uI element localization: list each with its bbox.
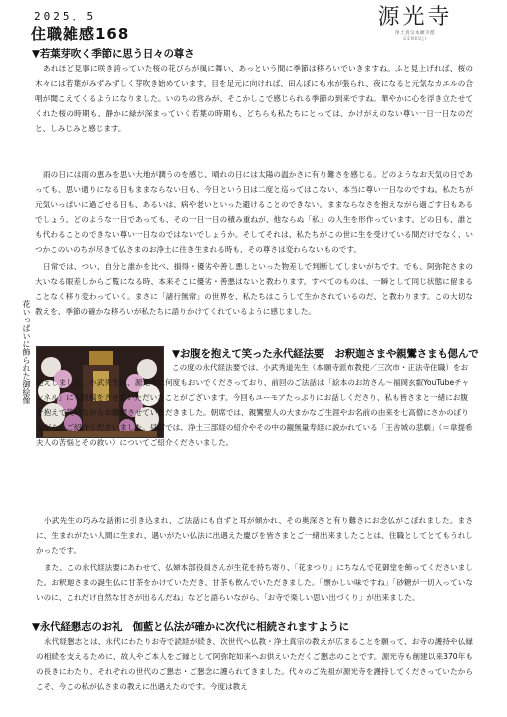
section3-paragraph-1: 永代経懇志とは、永代にわたりお寺で読経が続き、次世代へ仏教・浄土真宗の教えが広まることを願って、お寺の護持や仏縁の相続を支えるために、故人やご本人をご縁として阿弥陀如来へお供えいただくご懇志のことです。源光寺も創建以来370年もの長きにわたり、それぞれの世代のご懇志・ご懇念に護られてきました。代々のご先祖が源光寺を護持してくださっていたからこそ、今この私が仏さまの教えに出遇えたのです。今度は教え bbox=[36, 637, 473, 692]
page-title: 住職雑感168 bbox=[31, 25, 130, 43]
section2-heading: ▼お腹を抱えて笑った永代経法要 お釈迦さまや親鸞さまも偲んで bbox=[172, 348, 479, 360]
logo-name: 源光寺 bbox=[377, 5, 453, 30]
section1-paragraph-1: あれほど見事に咲き誇っていた桜の花びらが風に舞い、あっという間に季節は移ろいでいきますね。ふと見上げれば、桜の木々には若葉がみずみずしく芽吹き始めています。目を足元に向ければ、田んぼにも水が張られ、夜になると元気なカエルの合唱が聞こえてくるようになりました。いのちの営みが、そこかしこで感じられる季節の到来ですね。華やかに心を浮き立たせてくれた桜の時期も、静かに緑が深まっていく若葉の時期も、どちらも私たちにとっては、かけがえのない尊い一日一日なのだと、しみじみと感じます。 bbox=[35, 64, 473, 134]
photo-caption: 花いっぱいに飾られた御絵像 bbox=[22, 300, 31, 404]
logo-roman: GENKOJI bbox=[403, 36, 427, 41]
section2-paragraph-1: この度の永代経法要では、小武秀道先生（本願寺派布教使／三次市・正法寺住職）をお迎えしました。小武先生は、源光寺に何度もおいでくださっており、前回のご法話は「絵本のお坊さん～福岡玄叡YouTubeチャンネル」にも投稿をさせていただいたことがございます。今回もユーモアたっぷりにお話しくださり、私も皆さまと一緒にお腹を抱えて笑いながらお聴聞させていただきました。朝席では、親鸞聖人の大まかなご生涯やお名前の由来を七高僧にさかのぼりながら、ご紹介くださいました。昼席では、浄土三部経の紹介やその中の観無量寿経に説かれている「王舎城の悲劇」（＝韋提希夫人の苦悩とその救い）についてご紹介くださいました。 bbox=[36, 363, 473, 448]
section2-paragraph-3: また、この永代経法要にあわせて、仏婦本部役員さんが生花を持ち寄り、「花まつり」にちなんで花御堂を飾ってくださいました。お釈迦さまの誕生仏に甘茶をかけていただき、甘茶も飲んでいただきました。「懐かしい味ですね」「砂糖が一切入っていないのに、これだけ自然な甘さが出るんだね」などと語らいながら、「お寺で楽しい思い出づくり」が出来ました。 bbox=[36, 563, 473, 603]
temple-logo bbox=[365, 4, 465, 41]
logo-subtitle: 浄土真宗本願寺派 bbox=[395, 31, 435, 36]
section2-paragraph-2: 小武先生の巧みな話術に引き込まれ、ご法話にも自ずと耳が傾かれ、その奥深さと有り難さにお念仏がこぼれました。まさに、生まれがたい人間に生まれ、遇いがたい仏法に出遇えた慶びを皆さまとご一緒出来ましたことは、住職としてとてもうれしかったです。 bbox=[36, 516, 473, 556]
section3-heading: ▼永代経懇志のお礼 伽藍と仏法が確かに次代に相続されますように bbox=[32, 621, 349, 633]
section1-heading: ▼若葉芽吹く季節に思う日々の尊さ bbox=[32, 48, 195, 60]
section1-paragraph-2: 雨の日には雨の恵みを思い大地が潤うのを感じ、晴れの日には太陽の温かさに有り難さを感じる。どのようなお天気の日であっても、思い通りになる日もままならない日も、今日という日は二度と巡ってはこない、本当に尊い一日なのですね。私たちが元気いっぱいに過ごせる日も、あるいは、病や老いといった避けることのできない、ままならなさを抱えながら過ごす日もあるでしょう。どのような一日であっても、その一日一日の積み重ねが、他ならぬ「私」の人生を形作っています。どの日も、誰とも代わることのできない尊い一日なのではないでしょうか。そしてそれは、私たちがこの世に生を受けている間だけでなく、いつかこのいのちが尽きて仏さまのお浄土に往き生まれる時も、その尊さは変わらないものです。 bbox=[35, 170, 473, 255]
section1-paragraph-3: 日常では、つい、自分と誰かを比べ、損得・優劣や善し悪しといった物差しで判断してしまいがちです。でも、阿弥陀さまの大いなる眼差しからご覧になる時、本来そこに優劣・善悪はないと教わります。すべてのものは、一瞬として同じ状態に留まることなく移り変わっていく。まさに「諸行無常」の世界を、私たちはこうして生かされているのだ、と教わります。この大切な教えを、季節の確かな移ろいが私たちに語りかけてくれているように感じました。 bbox=[35, 262, 473, 317]
issue-date: 2025．5 bbox=[34, 10, 97, 23]
